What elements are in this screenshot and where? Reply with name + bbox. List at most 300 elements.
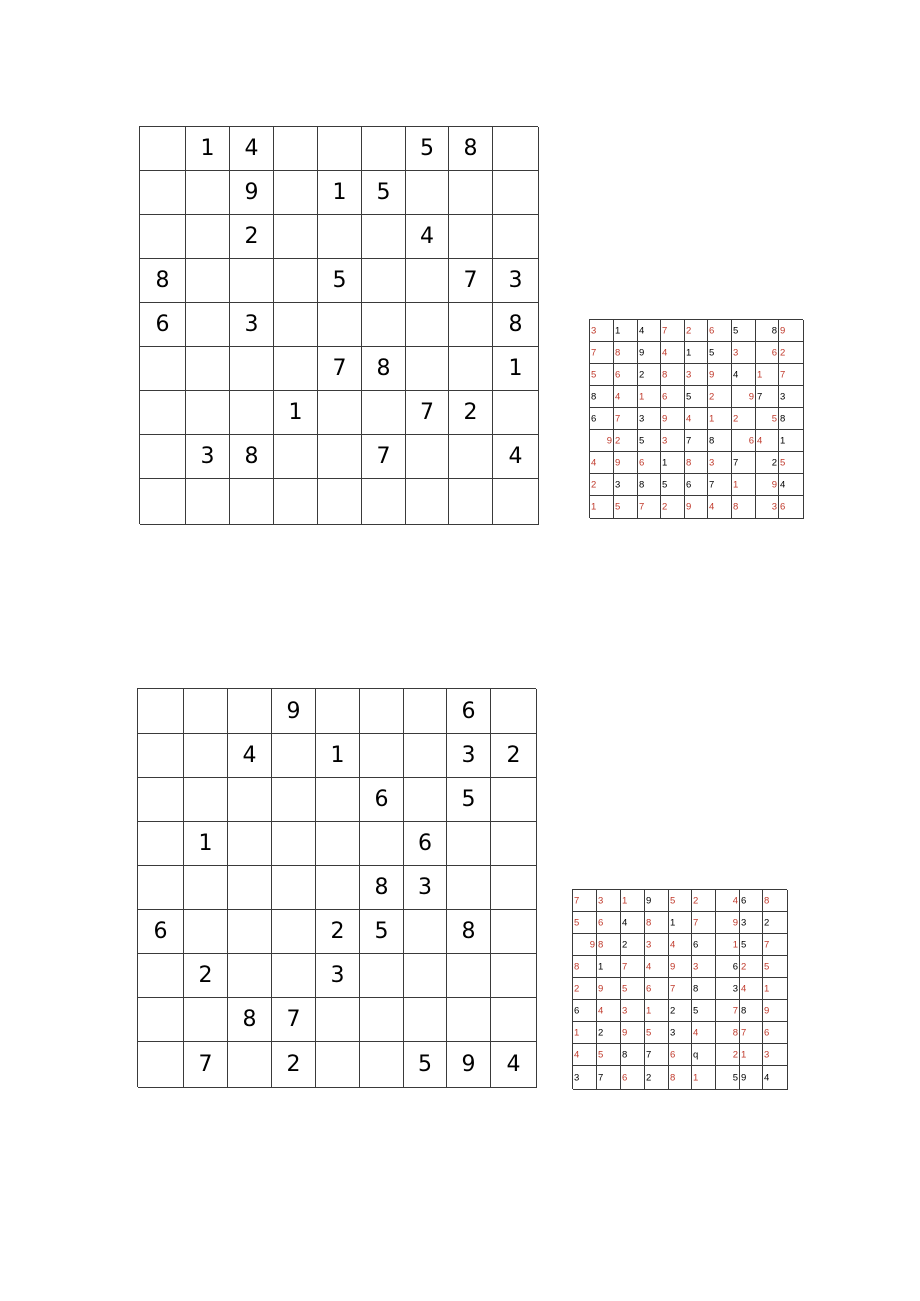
solution-digit: 8 bbox=[686, 456, 692, 468]
solution-cell bbox=[621, 956, 645, 978]
solution-digit: 1 bbox=[622, 894, 628, 906]
puzzle-cell bbox=[447, 866, 491, 910]
puzzle-cell bbox=[184, 866, 228, 910]
solution-digit: 1 bbox=[709, 412, 715, 424]
solution-cell bbox=[708, 430, 732, 452]
puzzle-cell bbox=[316, 689, 360, 734]
solution-cell bbox=[597, 1066, 621, 1090]
solution-digit: 3 bbox=[598, 894, 604, 906]
puzzle-cell bbox=[274, 303, 318, 347]
solution-digit: 7 bbox=[598, 1071, 604, 1083]
solution-cell bbox=[716, 912, 740, 934]
solution-digit: 8 bbox=[780, 412, 786, 424]
solution-cell bbox=[716, 956, 740, 978]
sudoku-solution-2 bbox=[572, 889, 787, 1089]
solution-digit: 1 bbox=[733, 478, 739, 490]
solution-digit: 1 bbox=[598, 960, 604, 972]
puzzle-cell: 2 bbox=[184, 954, 228, 998]
puzzle-cell: 7 bbox=[449, 259, 493, 303]
solution-digit: 3 bbox=[662, 434, 668, 446]
solution-digit: 2 bbox=[780, 346, 786, 358]
solution-cell bbox=[740, 890, 763, 912]
solution-digit: 4 bbox=[757, 434, 763, 446]
sudoku-puzzle-1 bbox=[139, 126, 538, 524]
puzzle-cell: 8 bbox=[230, 435, 274, 479]
puzzle-cell bbox=[230, 391, 274, 435]
solution-digit: 8 bbox=[693, 982, 699, 994]
solution-digit: 9 bbox=[662, 412, 668, 424]
puzzle-cell bbox=[140, 347, 186, 391]
solution-digit: 2 bbox=[771, 456, 777, 468]
puzzle-cell bbox=[272, 954, 316, 998]
solution-digit: 8 bbox=[733, 501, 739, 513]
puzzle-cell bbox=[362, 303, 406, 347]
puzzle-cell bbox=[186, 391, 230, 435]
puzzle-cell bbox=[186, 259, 230, 303]
solution-cell bbox=[638, 452, 661, 474]
solution-digit: 2 bbox=[764, 916, 770, 928]
solution-cell bbox=[740, 1044, 763, 1066]
solution-digit: 7 bbox=[662, 324, 668, 336]
puzzle-cell bbox=[318, 215, 362, 259]
solution-cell bbox=[708, 496, 732, 519]
solution-digit: 4 bbox=[662, 346, 668, 358]
solution-cell bbox=[685, 342, 708, 364]
puzzle-cell bbox=[318, 435, 362, 479]
puzzle-cell: 8 bbox=[447, 910, 491, 954]
puzzle-cell bbox=[362, 127, 406, 171]
solution-digit: 7 bbox=[780, 368, 786, 380]
puzzle-cell bbox=[140, 127, 186, 171]
solution-digit: 4 bbox=[591, 456, 597, 468]
puzzle-cell bbox=[230, 479, 274, 525]
solution-cell bbox=[692, 1066, 716, 1090]
solution-cell bbox=[661, 474, 685, 496]
solution-digit: 9 bbox=[732, 916, 738, 928]
solution-cell bbox=[716, 934, 740, 956]
puzzle-cell bbox=[228, 910, 272, 954]
solution-cell bbox=[597, 1000, 621, 1022]
solution-digit: 1 bbox=[615, 324, 621, 336]
puzzle-cell: 3 bbox=[447, 734, 491, 778]
solution-digit: 3 bbox=[670, 1026, 676, 1038]
puzzle-cell: 8 bbox=[360, 866, 404, 910]
solution-digit: 7 bbox=[757, 390, 763, 402]
solution-cell bbox=[621, 912, 645, 934]
puzzle-cell: 5 bbox=[447, 778, 491, 822]
puzzle-cell: 4 bbox=[491, 1042, 537, 1088]
puzzle-cell bbox=[449, 435, 493, 479]
solution-cell bbox=[645, 956, 669, 978]
solution-digit: 3 bbox=[732, 982, 738, 994]
solution-digit: 2 bbox=[615, 434, 621, 446]
puzzle-cell bbox=[138, 1042, 184, 1088]
puzzle-cell bbox=[138, 954, 184, 998]
puzzle-cell: 3 bbox=[404, 866, 447, 910]
solution-cell bbox=[614, 364, 638, 386]
solution-cell bbox=[645, 1022, 669, 1044]
solution-digit: q bbox=[693, 1048, 699, 1060]
solution-cell bbox=[614, 342, 638, 364]
puzzle-cell bbox=[449, 347, 493, 391]
puzzle-cell: 1 bbox=[493, 347, 539, 391]
solution-cell bbox=[740, 1022, 763, 1044]
solution-digit: 7 bbox=[639, 501, 645, 513]
solution-digit: 6 bbox=[622, 1071, 628, 1083]
solution-cell bbox=[573, 1000, 597, 1022]
puzzle-cell: 7 bbox=[272, 998, 316, 1042]
solution-cell bbox=[732, 496, 756, 519]
solution-digit: 4 bbox=[615, 390, 621, 402]
puzzle-cell bbox=[186, 347, 230, 391]
puzzle-cell bbox=[447, 998, 491, 1042]
solution-digit: 9 bbox=[639, 346, 645, 358]
puzzle-cell: 8 bbox=[228, 998, 272, 1042]
solution-digit: 8 bbox=[732, 1026, 738, 1038]
solution-cell bbox=[597, 1022, 621, 1044]
puzzle-cell bbox=[274, 215, 318, 259]
solution-cell bbox=[692, 1044, 716, 1066]
solution-digit: 8 bbox=[709, 434, 715, 446]
solution-cell bbox=[597, 934, 621, 956]
solution-cell bbox=[732, 364, 756, 386]
solution-cell bbox=[590, 408, 614, 430]
solution-digit: 8 bbox=[615, 346, 621, 358]
solution-cell bbox=[740, 1066, 763, 1090]
puzzle-cell bbox=[493, 215, 539, 259]
solution-cell bbox=[669, 912, 692, 934]
solution-cell bbox=[716, 890, 740, 912]
solution-digit: 9 bbox=[741, 1071, 747, 1083]
solution-cell bbox=[685, 386, 708, 408]
solution-cell bbox=[763, 912, 788, 934]
solution-digit: 2 bbox=[574, 982, 580, 994]
solution-digit: 3 bbox=[646, 938, 652, 950]
puzzle-cell bbox=[228, 866, 272, 910]
puzzle-cell bbox=[404, 778, 447, 822]
solution-cell bbox=[685, 496, 708, 519]
solution-cell bbox=[661, 430, 685, 452]
solution-digit: 1 bbox=[686, 346, 692, 358]
puzzle-cell bbox=[360, 1042, 404, 1088]
puzzle-cell: 6 bbox=[140, 303, 186, 347]
puzzle-cell: 2 bbox=[316, 910, 360, 954]
puzzle-cell bbox=[318, 303, 362, 347]
puzzle-cell bbox=[184, 734, 228, 778]
solution-cell bbox=[645, 1044, 669, 1066]
puzzle-cell bbox=[406, 171, 449, 215]
puzzle-cell bbox=[406, 259, 449, 303]
solution-cell bbox=[756, 496, 779, 519]
puzzle-cell bbox=[491, 954, 537, 998]
solution-digit: 8 bbox=[574, 960, 580, 972]
solution-cell bbox=[779, 408, 804, 430]
solution-digit: 3 bbox=[693, 960, 699, 972]
solution-digit: 6 bbox=[709, 324, 715, 336]
solution-digit: 2 bbox=[693, 894, 699, 906]
puzzle-cell bbox=[186, 479, 230, 525]
puzzle-cell: 9 bbox=[447, 1042, 491, 1088]
puzzle-cell: 8 bbox=[493, 303, 539, 347]
solution-digit: 7 bbox=[574, 894, 580, 906]
solution-digit: 8 bbox=[741, 1004, 747, 1016]
puzzle-cell bbox=[404, 734, 447, 778]
puzzle-cell bbox=[230, 347, 274, 391]
solution-cell bbox=[645, 1066, 669, 1090]
puzzle-cell bbox=[360, 689, 404, 734]
solution-cell bbox=[732, 474, 756, 496]
solution-digit: 8 bbox=[639, 478, 645, 490]
solution-digit: 3 bbox=[771, 501, 777, 513]
solution-digit: 2 bbox=[646, 1071, 652, 1083]
solution-digit: 2 bbox=[670, 1004, 676, 1016]
puzzle-cell bbox=[272, 910, 316, 954]
solution-digit: 3 bbox=[574, 1071, 580, 1083]
solution-cell bbox=[669, 1044, 692, 1066]
solution-digit: 5 bbox=[646, 1026, 652, 1038]
solution-cell bbox=[708, 320, 732, 342]
solution-cell bbox=[638, 474, 661, 496]
solution-digit: 5 bbox=[780, 456, 786, 468]
puzzle-cell bbox=[274, 259, 318, 303]
solution-digit: 9 bbox=[764, 1004, 770, 1016]
solution-digit: 7 bbox=[686, 434, 692, 446]
solution-digit: 5 bbox=[693, 1004, 699, 1016]
solution-digit: 5 bbox=[771, 412, 777, 424]
solution-digit: 5 bbox=[639, 434, 645, 446]
solution-cell bbox=[756, 408, 779, 430]
puzzle-cell bbox=[360, 822, 404, 866]
solution-digit: 7 bbox=[741, 1026, 747, 1038]
puzzle-cell bbox=[138, 734, 184, 778]
puzzle-cell bbox=[360, 998, 404, 1042]
solution-cell bbox=[740, 978, 763, 1000]
solution-digit: 7 bbox=[733, 456, 739, 468]
solution-digit: 6 bbox=[574, 1004, 580, 1016]
solution-cell bbox=[597, 1044, 621, 1066]
solution-digit: 1 bbox=[639, 390, 645, 402]
solution-digit: 4 bbox=[574, 1048, 580, 1060]
puzzle-cell: 7 bbox=[318, 347, 362, 391]
puzzle-cell bbox=[491, 998, 537, 1042]
solution-cell bbox=[763, 1044, 788, 1066]
solution-cell bbox=[708, 342, 732, 364]
solution-digit: 3 bbox=[639, 412, 645, 424]
puzzle-cell bbox=[272, 778, 316, 822]
solution-digit: 2 bbox=[622, 938, 628, 950]
solution-cell bbox=[661, 320, 685, 342]
solution-cell bbox=[638, 320, 661, 342]
solution-digit: 1 bbox=[646, 1004, 652, 1016]
solution-digit: 5 bbox=[615, 501, 621, 513]
puzzle-cell bbox=[406, 479, 449, 525]
solution-digit: 4 bbox=[598, 1004, 604, 1016]
solution-digit: 7 bbox=[646, 1048, 652, 1060]
puzzle-cell: 4 bbox=[406, 215, 449, 259]
solution-cell bbox=[716, 1044, 740, 1066]
puzzle-cell bbox=[491, 822, 537, 866]
solution-cell bbox=[708, 364, 732, 386]
puzzle-cell bbox=[449, 171, 493, 215]
solution-digit: 5 bbox=[733, 324, 739, 336]
solution-digit: 9 bbox=[615, 456, 621, 468]
solution-cell bbox=[614, 452, 638, 474]
puzzle-cell: 1 bbox=[186, 127, 230, 171]
solution-cell bbox=[732, 320, 756, 342]
puzzle-cell bbox=[272, 866, 316, 910]
puzzle-cell: 1 bbox=[318, 171, 362, 215]
puzzle-cell bbox=[274, 435, 318, 479]
puzzle-cell bbox=[140, 479, 186, 525]
puzzle-cell bbox=[491, 910, 537, 954]
puzzle-cell: 4 bbox=[493, 435, 539, 479]
solution-cell bbox=[716, 1066, 740, 1090]
solution-digit: 6 bbox=[615, 368, 621, 380]
puzzle-cell bbox=[362, 215, 406, 259]
solution-cell bbox=[590, 430, 614, 452]
solution-cell bbox=[692, 890, 716, 912]
puzzle-cell bbox=[272, 822, 316, 866]
solution-digit: 3 bbox=[591, 324, 597, 336]
solution-cell bbox=[756, 364, 779, 386]
puzzle-cell bbox=[140, 171, 186, 215]
puzzle-cell bbox=[318, 391, 362, 435]
solution-digit: 7 bbox=[622, 960, 628, 972]
solution-digit: 6 bbox=[771, 346, 777, 358]
puzzle-cell bbox=[447, 954, 491, 998]
puzzle-cell bbox=[316, 1042, 360, 1088]
puzzle-cell: 5 bbox=[360, 910, 404, 954]
solution-cell bbox=[732, 386, 756, 408]
puzzle-cell bbox=[184, 910, 228, 954]
puzzle-cell: 2 bbox=[491, 734, 537, 778]
solution-cell bbox=[708, 474, 732, 496]
solution-cell bbox=[732, 452, 756, 474]
solution-digit: 6 bbox=[693, 938, 699, 950]
solution-digit: 9 bbox=[670, 960, 676, 972]
solution-digit: 1 bbox=[780, 434, 786, 446]
solution-digit: 5 bbox=[709, 346, 715, 358]
solution-digit: 4 bbox=[709, 501, 715, 513]
solution-digit: 7 bbox=[615, 412, 621, 424]
solution-cell bbox=[669, 978, 692, 1000]
solution-cell bbox=[708, 408, 732, 430]
solution-digit: 9 bbox=[598, 982, 604, 994]
solution-cell bbox=[621, 978, 645, 1000]
puzzle-cell bbox=[362, 479, 406, 525]
solution-cell bbox=[708, 386, 732, 408]
solution-digit: 8 bbox=[771, 324, 777, 336]
solution-digit: 5 bbox=[741, 938, 747, 950]
solution-digit: 6 bbox=[591, 412, 597, 424]
solution-cell bbox=[614, 474, 638, 496]
solution-cell bbox=[590, 474, 614, 496]
solution-digit: 4 bbox=[646, 960, 652, 972]
puzzle-cell bbox=[404, 689, 447, 734]
solution-digit: 6 bbox=[741, 894, 747, 906]
solution-digit: 8 bbox=[764, 894, 770, 906]
solution-digit: 5 bbox=[574, 916, 580, 928]
solution-cell bbox=[779, 364, 804, 386]
puzzle-cell bbox=[406, 435, 449, 479]
solution-cell bbox=[621, 1022, 645, 1044]
puzzle-cell bbox=[316, 778, 360, 822]
solution-cell bbox=[661, 386, 685, 408]
puzzle-cell bbox=[404, 954, 447, 998]
puzzle-cell: 8 bbox=[140, 259, 186, 303]
solution-cell bbox=[669, 956, 692, 978]
solution-cell bbox=[669, 1066, 692, 1090]
puzzle-cell: 5 bbox=[404, 1042, 447, 1088]
solution-cell bbox=[708, 452, 732, 474]
solution-cell bbox=[573, 934, 597, 956]
puzzle-cell bbox=[140, 435, 186, 479]
puzzle-cell bbox=[186, 215, 230, 259]
solution-cell bbox=[779, 474, 804, 496]
solution-cell bbox=[597, 978, 621, 1000]
solution-digit: 8 bbox=[662, 368, 668, 380]
solution-cell bbox=[685, 452, 708, 474]
solution-digit: 9 bbox=[748, 390, 754, 402]
solution-digit: 2 bbox=[598, 1026, 604, 1038]
puzzle-cell bbox=[228, 778, 272, 822]
puzzle-cell: 9 bbox=[230, 171, 274, 215]
solution-cell bbox=[661, 496, 685, 519]
puzzle-cell bbox=[491, 689, 537, 734]
solution-cell bbox=[573, 1044, 597, 1066]
solution-digit: 7 bbox=[693, 916, 699, 928]
puzzle-cell bbox=[316, 866, 360, 910]
solution-digit: 3 bbox=[741, 916, 747, 928]
puzzle-cell bbox=[362, 391, 406, 435]
solution-cell bbox=[779, 496, 804, 519]
solution-cell bbox=[763, 1000, 788, 1022]
solution-cell bbox=[590, 342, 614, 364]
puzzle-cell: 1 bbox=[184, 822, 228, 866]
puzzle-cell: 5 bbox=[318, 259, 362, 303]
solution-digit: 9 bbox=[589, 938, 595, 950]
solution-cell bbox=[621, 1044, 645, 1066]
puzzle-cell: 8 bbox=[449, 127, 493, 171]
solution-cell bbox=[661, 408, 685, 430]
solution-cell bbox=[763, 890, 788, 912]
solution-digit: 8 bbox=[591, 390, 597, 402]
solution-cell bbox=[597, 890, 621, 912]
solution-cell bbox=[621, 1066, 645, 1090]
solution-cell bbox=[590, 496, 614, 519]
solution-cell bbox=[645, 912, 669, 934]
solution-cell bbox=[573, 890, 597, 912]
solution-cell bbox=[732, 430, 756, 452]
puzzle-cell bbox=[228, 954, 272, 998]
sudoku-puzzle-2 bbox=[137, 688, 536, 1087]
solution-cell bbox=[692, 956, 716, 978]
solution-digit: 6 bbox=[662, 390, 668, 402]
solution-digit: 6 bbox=[732, 960, 738, 972]
puzzle-cell: 8 bbox=[362, 347, 406, 391]
solution-digit: 3 bbox=[622, 1004, 628, 1016]
solution-cell bbox=[645, 934, 669, 956]
solution-cell bbox=[740, 934, 763, 956]
solution-cell bbox=[779, 386, 804, 408]
solution-cell bbox=[614, 496, 638, 519]
puzzle-cell bbox=[493, 127, 539, 171]
puzzle-cell: 2 bbox=[272, 1042, 316, 1088]
solution-cell bbox=[573, 912, 597, 934]
solution-cell bbox=[573, 978, 597, 1000]
solution-cell bbox=[732, 342, 756, 364]
solution-digit: 3 bbox=[686, 368, 692, 380]
